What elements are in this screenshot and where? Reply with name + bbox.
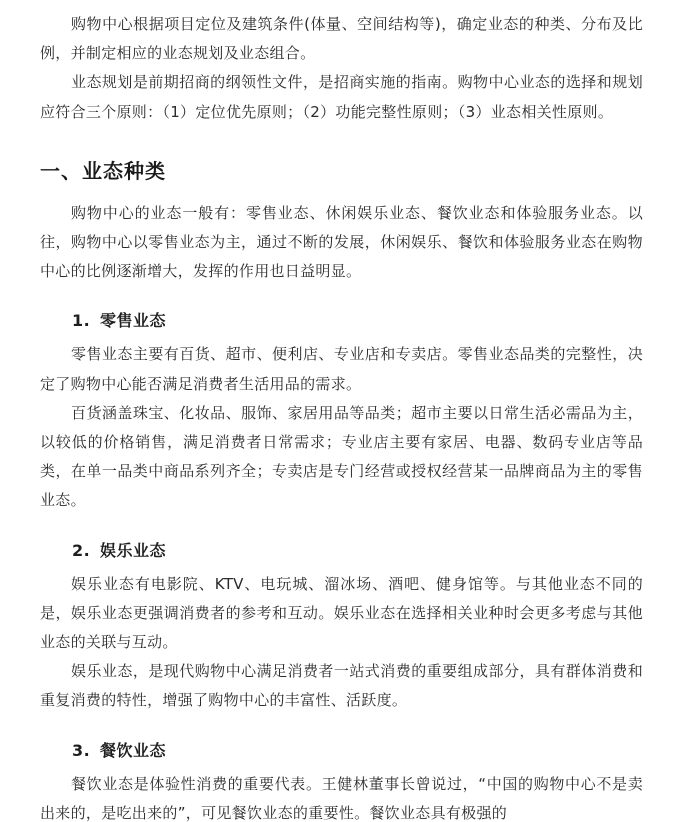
dining-paragraph-1: 餐饮业态是体验性消费的重要代表。王健林董事长曾说过，“中国的购物中心不是卖出来的，是吃出来的”，可见餐饮业态的重要性。餐饮业态具有极强的 — [40, 774, 643, 822]
subsection-number: 3. — [72, 740, 91, 760]
retail-paragraph-1: 零售业态主要有百货、超市、便利店、专业店和专卖店。零售业态品类的完整性，决定了购物中心能否满足消费者生活用品的需求。 — [40, 345, 643, 393]
subsection-title-retail — [72, 308, 643, 334]
intro-paragraph-1: 购物中心根据项目定位及建筑条件(体量、空间结构等)，确定业态的种类、分布及比例，并制定相应的业态规划及业态组合。 — [40, 15, 643, 63]
section1-paragraph-1: 购物中心的业态一般有：零售业态、休闲娱乐业态、餐饮业态和体验服务业态。以往，购物中心以零售业态为主，通过不断的发展，休闲娱乐、餐饮和体验服务业态在购物中心的比例逐渐增大，发挥的作用也日益明显。 — [40, 203, 643, 281]
subsection-title-text: 餐饮业态 — [100, 740, 167, 760]
subsection-title-entertainment — [72, 538, 643, 564]
subsection-number: 1. — [72, 311, 91, 331]
entertainment-paragraph-1: 娱乐业态有电影院、KTV、电玩城、溜冰场、酒吧、健身馆等。与其他业态不同的是，娱乐业态更强调消费者的参考和互动。娱乐业态在选择相关业种时会更多考虑与其他业态的关联与互动。 — [40, 574, 643, 652]
retail-paragraph-2: 百货涵盖珠宝、化妆品、服饰、家居用品等品类；超市主要以日常生活必需品为主，以较低的价格销售，满足消费者日常需求；专业店主要有家居、电器、数码专业店等品类，在单一品类中商品系列齐全；专卖店是专门经营或授权经营某一品牌商品为主的零售业态。 — [40, 403, 643, 510]
subsection-title-dining — [72, 738, 643, 764]
entertainment-paragraph-2: 娱乐业态，是现代购物中心满足消费者一站式消费的重要组成部分，具有群体消费和重复消费的特性，增强了购物中心的丰富性、活跃度。 — [40, 662, 643, 710]
subsection-title-text: 娱乐业态 — [100, 540, 167, 560]
section-title-business-types: 一、业态种类 — [40, 158, 166, 183]
intro-paragraph-2: 业态规划是前期招商的纲领性文件，是招商实施的指南。购物中心业态的选择和规划应符合三个原则：（1）定位优先原则；（2）功能完整性原则；（3）业态相关性原则。 — [40, 73, 643, 121]
subsection-title-text: 零售业态 — [100, 311, 167, 331]
subsection-number: 2. — [72, 540, 91, 560]
